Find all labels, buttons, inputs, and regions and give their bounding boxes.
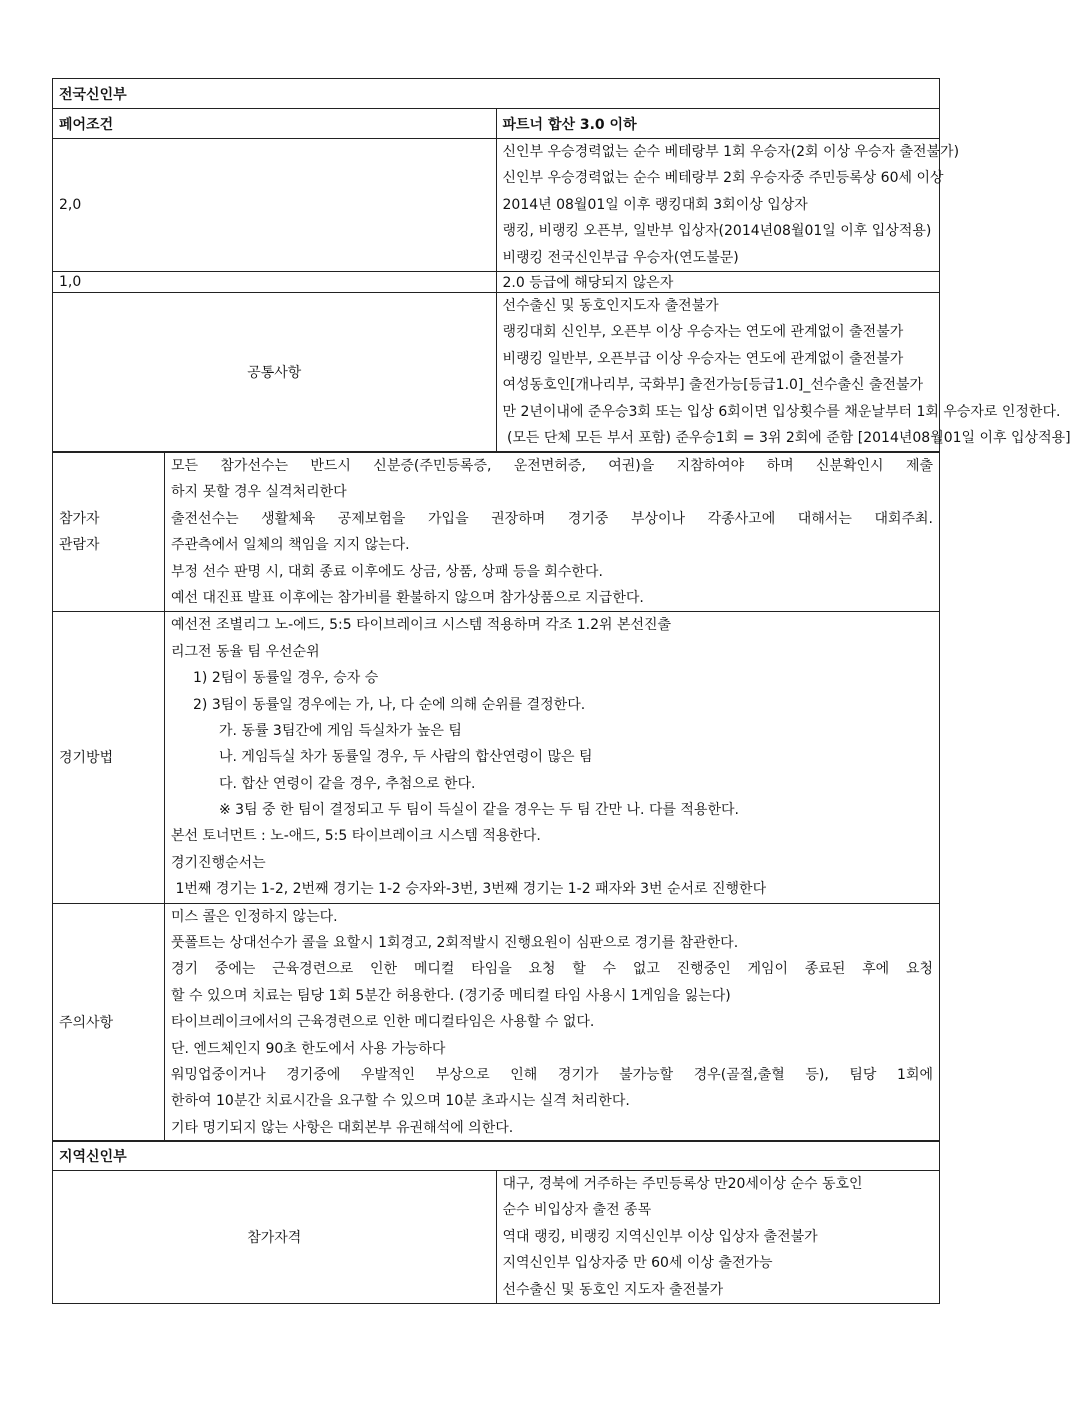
caution-content (165, 903, 940, 1142)
rule-line: 출전선수는 생활체육 공제보험을 가입을 권장하며 경기중 부상이나 각종사고에 대해서는 대회주최. (171, 510, 933, 527)
rule-line: 여성동호인[개나리부, 국화부] 출전가능[등급1.0]_선수출신 출전불가 (502, 377, 924, 394)
rule-line: 기타 명기되지 않는 사항은 대회본부 유권해석에 의한다. (171, 1119, 514, 1136)
rule-line: 신인부 우승경력없는 순수 베테랑부 2회 우승자중 주민등록상 60세 이상 (502, 170, 944, 187)
caution-label: 주의사항 (53, 903, 165, 1142)
rule-line: 역대 랭킹, 비랭킹 지역신인부 이상 입상자 출전불가 (502, 1228, 818, 1245)
rule-line: 랭킹, 비랭킹 오픈부, 일반부 입상자(2014년08월01일 이후 입상적용) (502, 223, 932, 240)
rule-line: 비랭킹 일반부, 오픈부급 이상 우승자는 연도에 관계없이 출전불가 (502, 350, 904, 367)
rule-line: 할 수 있으며 치료는 팀당 1회 5분간 허용한다. (경기중 메티컬 타임 사용시 1게임을 잃는다) (171, 987, 731, 1004)
rule-line: 비랭킹 전국신인부급 우승자(연도불문) (502, 249, 739, 266)
rule-line: 선수출신 및 동호인 지도자 출전불가 (502, 1281, 724, 1298)
method-label: 경기방법 (53, 612, 165, 903)
rule-line: 타이브레이크에서의 근육경련으로 인한 메디컬타임은 사용할 수 없다. (171, 1014, 595, 1031)
rule-line: 하지 못할 경우 실격처리한다 (171, 484, 347, 501)
section-title: 지역신인부 (53, 1141, 940, 1171)
rule-line: 예선 대진표 발표 이후에는 참가비를 환불하지 않으며 참가상품으로 지급한다. (171, 589, 644, 606)
rule-line: 1번째 경기는 1-2, 2번째 경기는 1-2 승자와-3번, 3번째 경기는 1-2 패자와 3번 순서로 진행한다 (171, 881, 767, 898)
rule-line: 풋폴트는 상대선수가 콜을 요할시 1회경고, 2회적발시 진행요원이 심판으로 경기를 참관한다. (171, 935, 739, 952)
participant-content (165, 453, 940, 612)
rule-line: 가. 동률 3팀간에 게임 득실차가 높은 팀 (219, 722, 462, 739)
grade-2-content (496, 139, 960, 272)
rule-line: 신인부 우승경력없는 순수 베테랑부 1회 우승자(2회 이상 우승자 출전불가) (502, 144, 960, 160)
rule-line: ※ 3팀 중 한 팀이 결정되고 두 팀이 득실이 같을 경우는 두 팀 간만 나. 다를 적용한다. (219, 802, 739, 819)
national-rookie-table (52, 78, 1071, 452)
rule-line: 부정 선수 판명 시, 대회 종료 이후에도 상금, 상품, 상패 등을 회수한다. (171, 563, 603, 580)
grade-1-label: 1,0 (53, 271, 497, 292)
rule-line: 단. 엔드체인지 90초 한도에서 사용 가능하다 (171, 1040, 446, 1057)
rule-line: 2014년 08월01일 이후 랭킹대회 3회이상 입상자 (502, 196, 808, 213)
participant-label: 참가자 관람자 (53, 453, 165, 612)
rule-line: 경기 중에는 근육경련으로 인한 메디컬 타임을 요청 할 수 없고 진행중인 게임이 종료된 후에 요청 (171, 961, 933, 978)
method-content (165, 612, 940, 903)
rule-line: 1) 2팀이 동률일 경우, 승자 승 (193, 670, 379, 687)
section-title: 전국신인부 (53, 79, 940, 109)
rule-line: 선수출신 및 동호인지도자 출전불가 (502, 297, 719, 314)
rule-line: 대구, 경북에 거주하는 주민등록상 만20세이상 순수 동호인 (502, 1176, 863, 1192)
rule-line: 랭킹대회 신인부, 오픈부 이상 우승자는 연도에 관계없이 출전불가 (502, 324, 904, 341)
rule-line: 모든 참가선수는 반드시 신분증(주민등록증, 운전면허증, 여권)을 지참하여야 하며 신분확인시 제출 (171, 458, 933, 474)
rule-line: (모든 단체 모든 부서 포함) 준우승1회 = 3위 2회에 준함 [2014년08월01일 이후 입상적용] (502, 429, 1071, 446)
rule-line: 리그전 동율 팀 우선순위 (171, 643, 320, 660)
rule-line: 2) 3팀이 동률일 경우에는 가, 나, 다 순에 의해 순위를 결정한다. (193, 696, 586, 713)
rule-line: 예선전 조별리그 노-에드, 5:5 타이브레이크 시스템 적용하며 각조 1.2위 본선진출 (171, 617, 672, 634)
qualification-content (496, 1171, 940, 1304)
qualification-label: 참가자격 (53, 1171, 497, 1304)
rule-line: 경기진행순서는 (171, 854, 266, 871)
rule-line: 주관측에서 일체의 책임을 지지 않는다. (171, 537, 410, 554)
common-content (496, 292, 1071, 451)
rule-line: 나. 게임득실 차가 동률일 경우, 두 사람의 합산연령이 많은 팀 (219, 749, 593, 766)
rule-line: 순수 비입상자 출전 종목 (502, 1202, 652, 1219)
rule-line: 본선 토너먼트 : 노-애드, 5:5 타이브레이크 시스템 적용한다. (171, 828, 541, 845)
common-label: 공통사항 (53, 292, 497, 451)
rule-line: 다. 합산 연령이 같을 경우, 추첨으로 한다. (219, 775, 476, 792)
rule-line: 만 2년이내에 준우승3회 또는 입상 6회이면 입상횟수를 채운날부터 1회 우승자로 인정한다. (502, 403, 1061, 420)
pair-condition-value: 파트너 합산 3.0 이하 (496, 109, 940, 139)
pair-condition-label: 페어조건 (53, 109, 497, 139)
grade-2-label: 2,0 (53, 139, 497, 272)
rules-table (52, 452, 940, 1142)
rule-line: 미스 콜은 인정하지 않는다. (171, 908, 338, 925)
rule-line: 지역신인부 입상자중 만 60세 이상 출전가능 (502, 1255, 773, 1272)
regional-rookie-table (52, 1140, 940, 1304)
rule-line: 한하여 10분간 치료시간을 요구할 수 있으며 10분 초과시는 실격 처리한다. (171, 1093, 630, 1110)
grade-1-content: 2.0 등급에 해당되지 않은자 (496, 271, 940, 292)
rule-line: 워밍업중이거나 경기중에 우발적인 부상으로 인해 경기가 불가능할 경우(골절,출혈 등), 팀당 1회에 (171, 1066, 933, 1083)
